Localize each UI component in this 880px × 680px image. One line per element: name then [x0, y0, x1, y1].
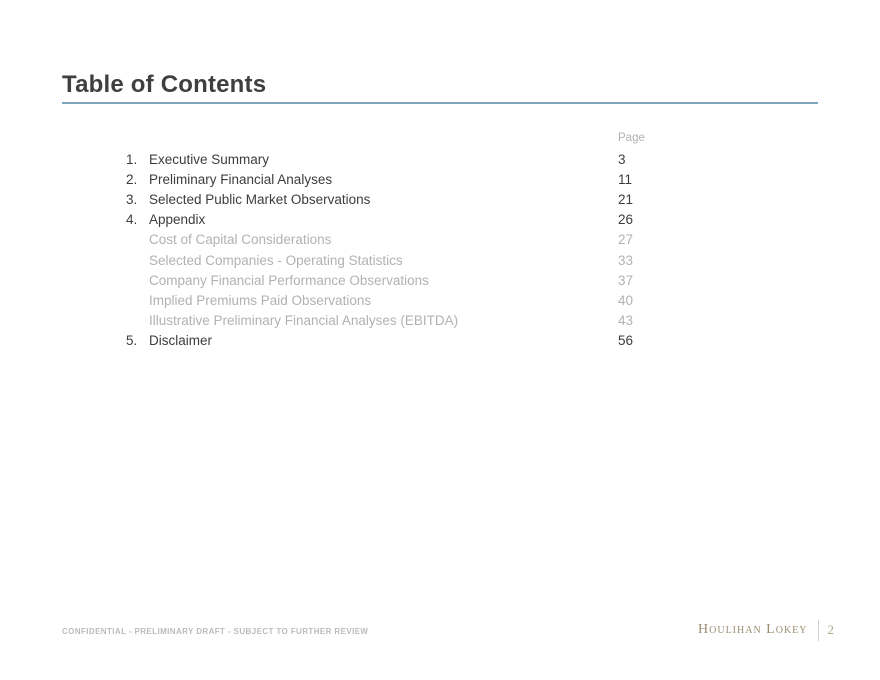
toc-row-label: Selected Companies - Operating Statistics [149, 252, 403, 268]
toc-row-page: 3 [618, 151, 626, 167]
toc-row-label: Selected Public Market Observations [149, 191, 371, 207]
toc-row-cost-of-capital-considerations [126, 230, 633, 250]
toc-row-page: 43 [618, 313, 634, 329]
toc-row-page: 11 [618, 171, 633, 187]
toc-row-page: 27 [618, 232, 634, 248]
houlihan-lokey-logo: Houlihan Lokey [698, 622, 808, 637]
toc-row-preliminary-financial-analyses [126, 169, 633, 189]
toc-row-page: 21 [618, 191, 634, 207]
toc-row-page: 33 [618, 252, 634, 268]
toc-row-label: Preliminary Financial Analyses [149, 171, 333, 187]
toc-row-page: 56 [618, 333, 634, 349]
toc-row-illustrative-preliminary-financial-analyses [126, 311, 633, 331]
toc-row-number: 1. [126, 151, 138, 167]
toc-row-number: 5. [126, 333, 138, 349]
toc-row-appendix [126, 210, 633, 230]
title-underline-rule [62, 102, 818, 104]
toc-row-page: 37 [618, 272, 634, 288]
toc-row-number: 4. [126, 212, 138, 228]
toc-row-label: Company Financial Performance Observations [149, 272, 429, 288]
footer-divider [818, 620, 819, 641]
toc-row-executive-summary [126, 149, 633, 169]
toc-row-label: Disclaimer [149, 333, 213, 349]
toc-row-page: 26 [618, 212, 634, 228]
toc-list [126, 149, 633, 351]
toc-row-label: Appendix [149, 212, 206, 228]
toc-row-page: 40 [618, 292, 634, 308]
toc-row-label: Cost of Capital Considerations [149, 232, 332, 248]
toc-row-selected-public-market-observations [126, 189, 633, 209]
toc-row-implied-premiums-paid-observations [126, 290, 633, 310]
toc-row-label: Implied Premiums Paid Observations [149, 292, 372, 308]
toc-row-label: Illustrative Preliminary Financial Analyses (EBITDA) [149, 313, 459, 329]
toc-row-selected-companies-operating-statistics [126, 250, 633, 270]
toc-row-number: 2. [126, 171, 138, 187]
page-column-header: Page [618, 132, 645, 144]
slide-page-number: 2 [827, 622, 834, 637]
toc-row-number: 3. [126, 191, 138, 207]
toc-row-label: Executive Summary [149, 151, 270, 167]
toc-row-company-financial-performance-observations [126, 270, 633, 290]
page-title: Table of Contents [62, 71, 267, 98]
toc-row-disclaimer [126, 331, 633, 351]
confidential-draft-note: CONFIDENTIAL - PRELIMINARY DRAFT - SUBJECT TO FURTHER REVIEW [62, 627, 369, 636]
footer-brand-block [698, 618, 834, 642]
